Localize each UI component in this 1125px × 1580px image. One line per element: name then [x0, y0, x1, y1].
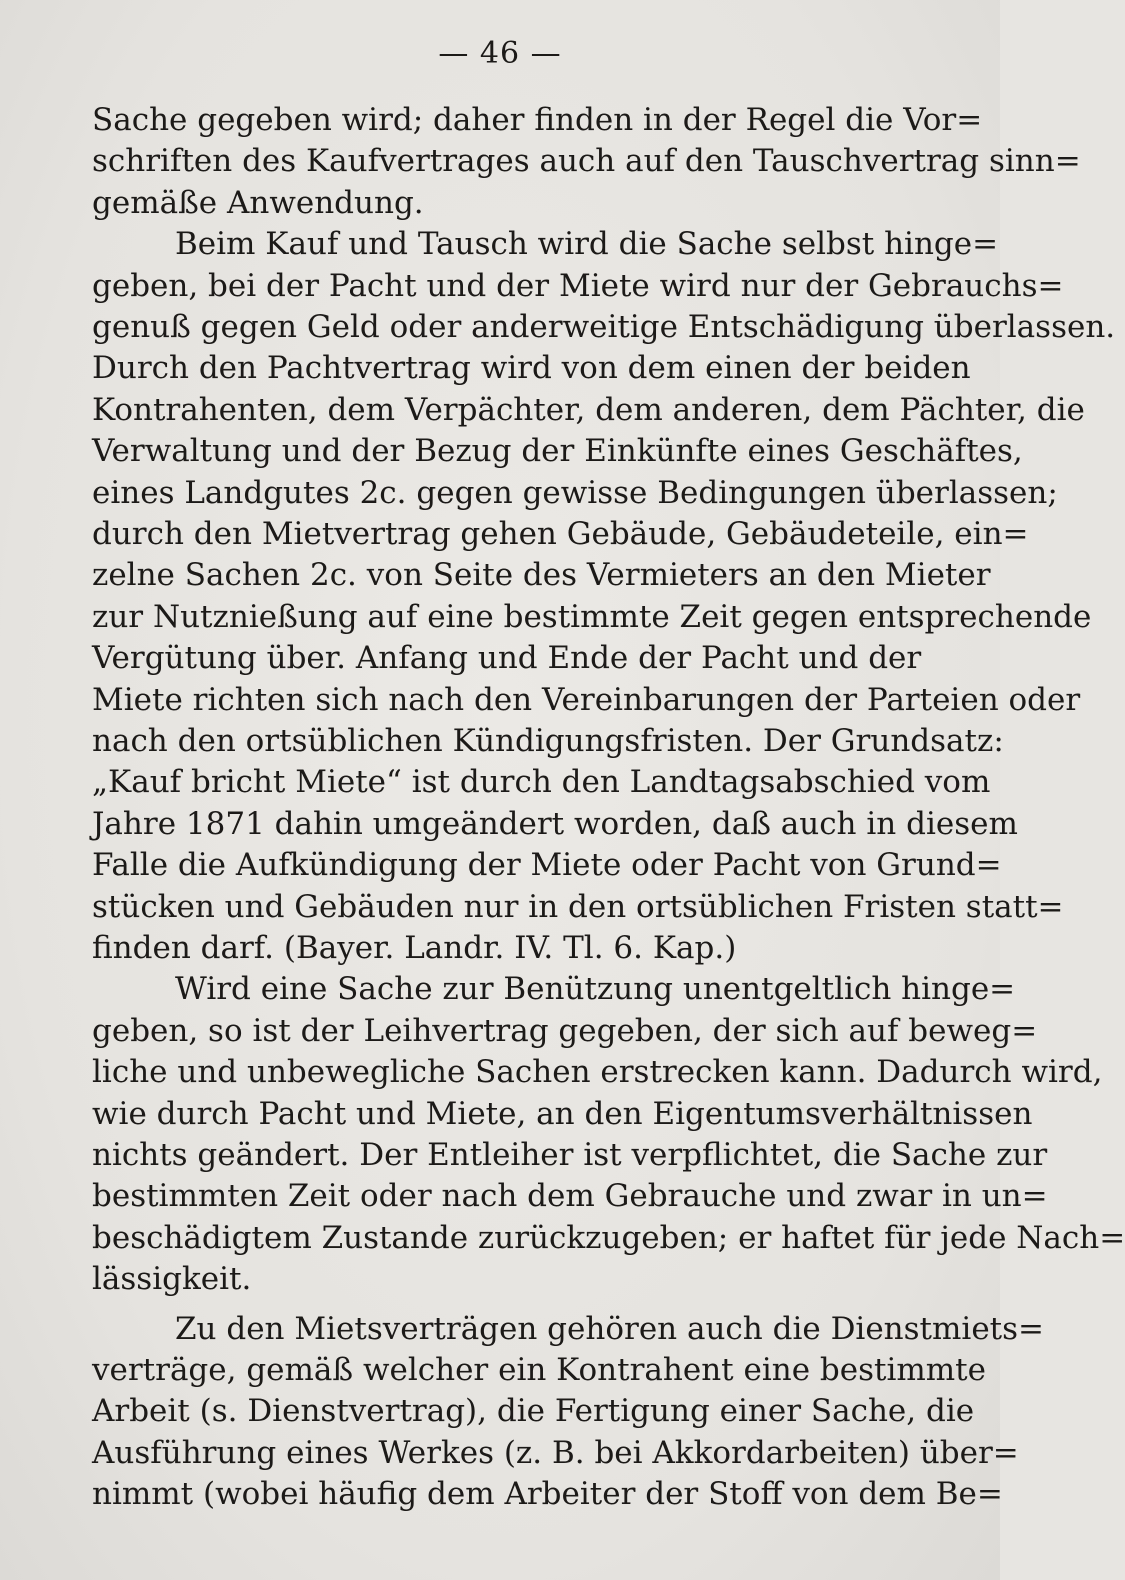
text-line: Arbeit (s. Dienstvertrag), die Fertigung einer Sache, die: [92, 1393, 975, 1429]
text-line: Sache gegeben wird; daher finden in der Regel die Vor=: [92, 102, 983, 138]
text-line: Verwaltung und der Bezug der Einkünfte eines Geschäftes,: [92, 433, 1023, 469]
text-line: Falle die Aufkündigung der Miete oder Pacht von Grund=: [92, 847, 1002, 883]
text-line: „Kauf bricht Miete“ ist durch den Landtagsabschied vom: [92, 764, 991, 800]
text-line: nichts geändert. Der Entleiher ist verpflichtet, die Sache zur: [92, 1137, 1048, 1173]
text-line: liche und unbewegliche Sachen erstrecken kann. Dadurch wird,: [92, 1054, 1103, 1090]
text-line: gemäße Anwendung.: [92, 185, 424, 221]
text-line: stücken und Gebäuden nur in den ortsüblichen Fristen statt=: [92, 889, 1064, 925]
text-line: genuß gegen Geld oder anderweitige Entschädigung überlassen.: [92, 309, 1116, 345]
text-line: Beim Kauf und Tausch wird die Sache selbst hinge=: [175, 226, 999, 262]
text-line: Durch den Pachtvertrag wird von dem einen der beiden: [92, 350, 971, 386]
page-number: — 46 —: [438, 36, 562, 71]
text-line: beschädigtem Zustande zurückzugeben; er haftet für jede Nach=: [92, 1220, 1125, 1256]
text-line: Zu den Mietsverträgen gehören auch die Dienstmiets=: [175, 1311, 1045, 1347]
text-line: Jahre 1871 dahin umgeändert worden, daß auch in diesem: [92, 806, 1018, 842]
text-line: finden darf. (Bayer. Landr. IV. Tl. 6. Kap.): [92, 930, 737, 966]
text-line: Miete richten sich nach den Vereinbarungen der Parteien oder: [92, 682, 1081, 718]
text-line: zur Nutznießung auf eine bestimmte Zeit gegen entsprechende: [92, 599, 1092, 635]
text-line: eines Landgutes 2c. gegen gewisse Bedingungen überlassen;: [92, 475, 1058, 511]
text-line: bestimmten Zeit oder nach dem Gebrauche und zwar in un=: [92, 1178, 1048, 1214]
text-line: geben, bei der Pacht und der Miete wird nur der Gebrauchs=: [92, 268, 1064, 304]
text-line: Kontrahenten, dem Verpächter, dem anderen, dem Pächter, die: [92, 392, 1085, 428]
text-line: nimmt (wobei häufig dem Arbeiter der Stoff von dem Be=: [92, 1476, 1003, 1512]
text-line: durch den Mietvertrag gehen Gebäude, Gebäudeteile, ein=: [92, 516, 1029, 552]
text-line: Ausführung eines Werkes (z. B. bei Akkordarbeiten) über=: [92, 1435, 1019, 1471]
text-line: lässigkeit.: [92, 1261, 252, 1297]
text-line: wie durch Pacht und Miete, an den Eigentumsverhältnissen: [92, 1096, 1033, 1132]
text-line: nach den ortsüblichen Kündigungsfristen. Der Grundsatz:: [92, 723, 1004, 759]
text-line: Vergütung über. Anfang und Ende der Pacht und der: [92, 640, 922, 676]
text-line: zelne Sachen 2c. von Seite des Vermieters an den Mieter: [92, 557, 991, 593]
text-line: schriften des Kaufvertrages auch auf den Tauschvertrag sinn=: [92, 143, 1081, 179]
text-line: Wird eine Sache zur Benützung unentgeltlich hinge=: [175, 971, 1016, 1007]
text-line: geben, so ist der Leihvertrag gegeben, der sich auf beweg=: [92, 1013, 1038, 1049]
text-line: verträge, gemäß welcher ein Kontrahent eine bestimmte: [92, 1352, 986, 1388]
